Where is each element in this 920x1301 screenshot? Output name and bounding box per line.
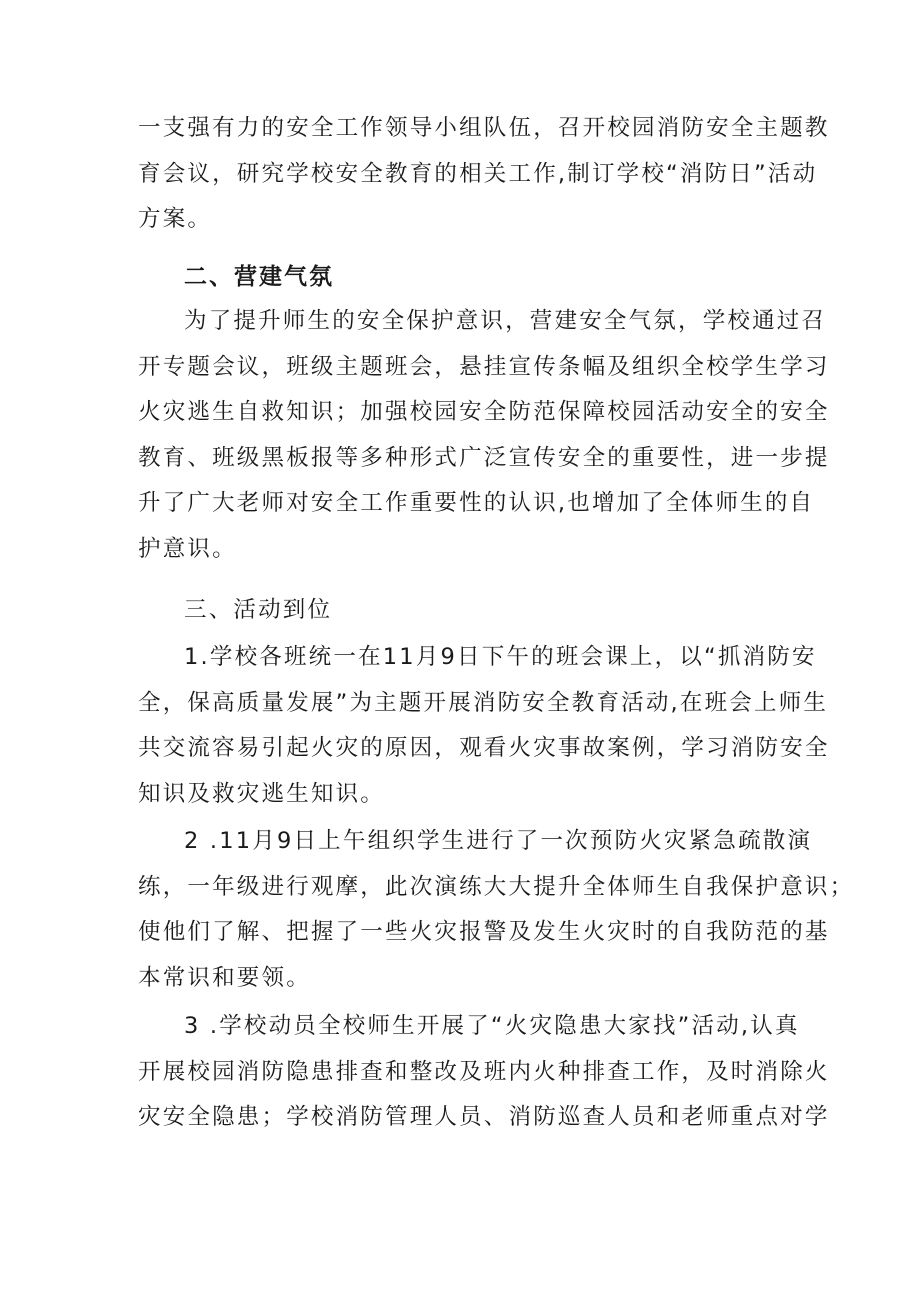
text-line: 开专题会议，班级主题班会，悬挂宣传条幅及组织全校学生学习	[138, 353, 830, 380]
section-heading-atmosphere: 二、营建气氛	[184, 264, 334, 290]
text-line: 一支强有力的安全工作领导小组队伍，召开校园消防安全主题教	[138, 115, 830, 141]
text-line: 开展校园消防隐患排查和整改及班内火种排查工作，及时消除火	[138, 1058, 830, 1085]
text-line: 升了广大老师对安全工作重要性的认识,也增加了全体师生的自	[138, 490, 815, 516]
paragraph-hazard-search	[138, 1004, 830, 1141]
paragraph-evacuation-drill	[138, 819, 855, 1001]
text-line: 全，保高质量发展”为主题开展消防安全教育活动,在班会上师生	[138, 689, 829, 716]
text-line: 为了提升师生的安全保护意识，营建安全气氛，学校通过召	[184, 308, 827, 334]
text-line: 灾安全隐患；学校消防管理人员、消防巡查人员和老师重点对学	[138, 1104, 830, 1130]
text-line: 火灾逃生自救知识；加强校园安全防范保障校园活动安全的安全	[138, 399, 830, 425]
paragraph-atmosphere	[138, 299, 830, 572]
text-line: 方案。	[138, 206, 213, 232]
text-line: 3 .学校动员全校师生开展了“火灾隐患大家找”活动,认真	[184, 1013, 800, 1039]
text-line: 2 .11月9日上午组织学生进行了一次预防火灾紧急疏散演	[184, 828, 813, 854]
text-line: 使他们了解、把握了一些火灾报警及发生火灾时的自我防范的基	[138, 919, 830, 945]
text-line: 练，一年级进行观摩，此次演练大大提升全体师生自我保护意识；	[138, 873, 855, 900]
text-line: 共交流容易引起火灾的原因，观看火灾事故案例，学习消防安全	[138, 735, 830, 761]
text-line: 本常识和要领。	[138, 964, 311, 991]
paragraph-class-meeting	[138, 635, 830, 817]
text-line: 知识及救灾逃生知识。	[138, 780, 386, 807]
text-line: 育会议，研究学校安全教育的相关工作,制订学校“消防日”活动	[138, 160, 818, 187]
text-line: 教育、班级黑板报等多种形式广泛宣传安全的重要性，进一步提	[138, 444, 830, 471]
text-line: 1.学校各班统一在11月9日下午的班会课上，以“抓消防安	[184, 644, 817, 670]
paragraph-leadership-team	[138, 106, 830, 243]
text-line: 护意识。	[138, 535, 237, 562]
section-heading-activities: 三、活动到位	[184, 597, 333, 623]
